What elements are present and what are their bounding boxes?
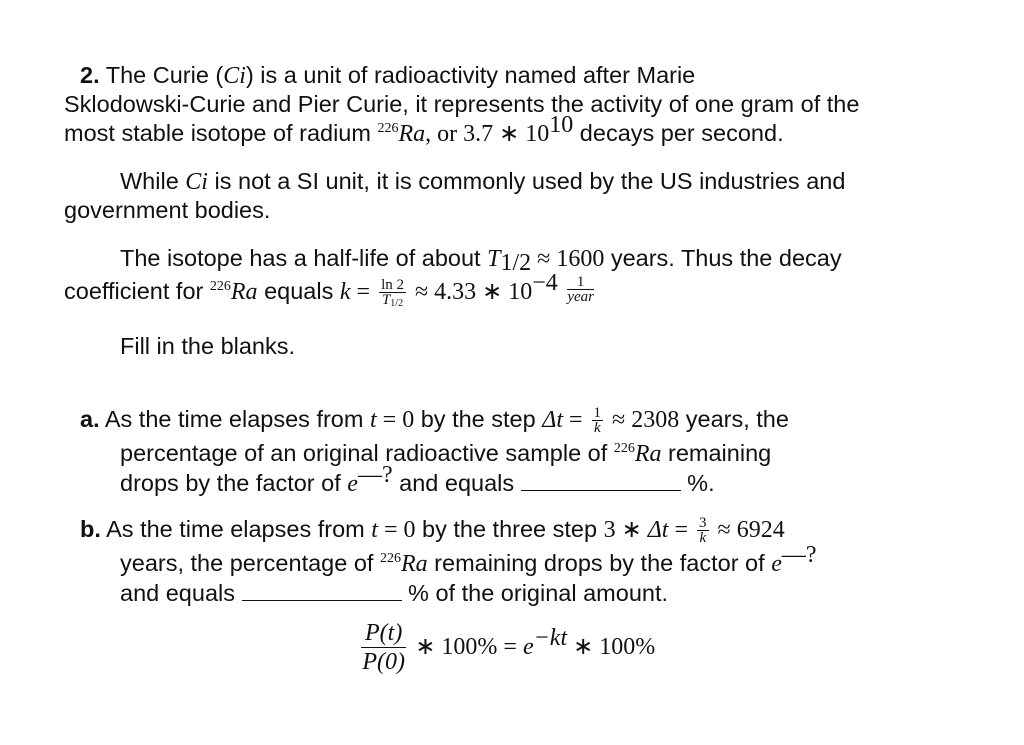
part-b-answer-blank[interactable] [242,578,402,601]
problem-line-3: most stable isotope of radium $^{226}$Ra, or 3.7 ∗ $10^{10}$ decays per second. [64,112,784,147]
problem-line-2: Sklodowski-Curie and Pier Curie, it represents the activity of one gram of the [64,91,860,117]
part-b-line-3: and equals % of the original amount. [120,580,669,606]
para2-line-1: While Ci is not a SI unit, it is commonly used by the US industries and [120,168,846,195]
part-a-line-2: percentage of an original radioactive sample of $^{226}$Ra remaining [120,440,772,467]
para3-line-1: The isotope has a half-life of about $T_{1/2} \approx 1600$ years. Thus the decay [120,245,842,276]
problem-number: 2. [80,62,100,88]
instruction: Fill in the blanks. [120,333,296,359]
para2-line-2: government bodies. [64,197,271,223]
part-b-line-1: b. As the time elapses from t = 0 by the three step 3 ∗ Δt = $\frac{3}{k}$ ≈ 6924 [80,515,785,547]
three-over-k-fraction: $\frac{3}{k}$ [699,515,707,547]
part-b-label: b. [80,516,101,542]
part-a-label: a. [80,406,100,432]
part-a-answer-blank[interactable] [521,468,681,491]
part-a-line-3: drops by the factor of e—? and equals %. [120,462,715,497]
one-over-k-fraction: $\frac{1}{k}$ [593,405,602,437]
percentage-formula: $\frac{P(t)}{P(0)}$ ∗ $100\% = e^{-kt}$ ∗ 100% [362,620,656,676]
part-b-line-2: years, the percentage of $^{226}$Ra remaining drops by the factor of e—? [120,542,817,577]
per-year-fraction: $\frac{1}{\text{year}}$ [567,274,594,305]
problem-line-1: 2. The Curie (Ci) is a unit of radioactivity named after Marie [80,62,696,89]
ln2-over-t-half-fraction: $\frac{\ln 2}{T_{1/2}}$ [381,277,404,310]
part-a-line-1: a. As the time elapses from t = 0 by the step Δt = $\frac{1}{k}$ ≈ 2308 years, the [80,405,789,437]
para3-line-2: coefficient for $^{226}$Ra equals k = $\frac{\ln 2}{T_{1/2}}$ ≈ 4.33 ∗ $10^{-4}$ $\frac{1}{\text{year}}$ [64,270,594,310]
p-ratio-fraction: $\frac{P(t)}{P(0)}$ [362,620,405,676]
